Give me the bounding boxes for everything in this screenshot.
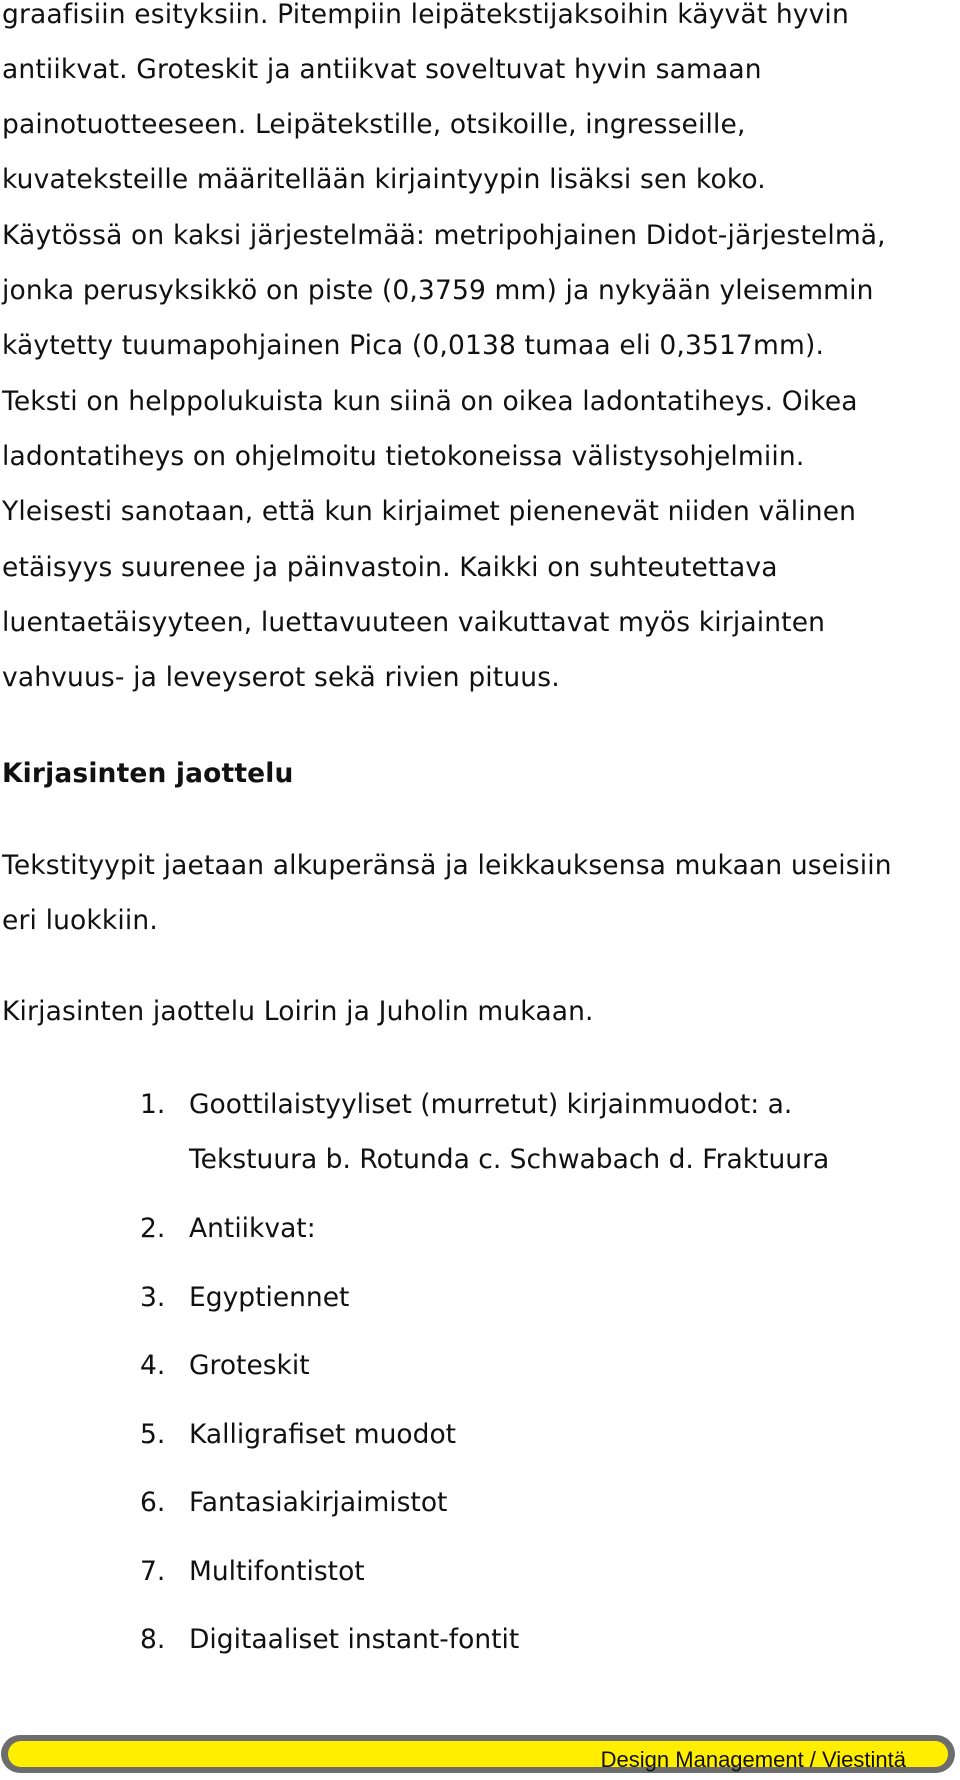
list-item-text: Antiikvat:: [189, 1213, 316, 1244]
paragraph-line: antiikvat. Groteskit ja antiikvat soveltuvat hyvin samaan: [2, 54, 762, 85]
paragraph-line: graafisiin esityksiin. Pitempiin leipätekstijaksoihin käyvät hyvin: [2, 0, 849, 30]
list-item-number: 5.: [140, 1419, 166, 1450]
lead-sentence: Kirjasinten jaottelu Loirin ja Juholin mukaan.: [2, 996, 594, 1027]
paragraph-line: painotuotteeseen. Leipätekstille, otsikoille, ingresseille,: [2, 109, 746, 140]
list-item-number: 8.: [140, 1624, 166, 1655]
list-item-text: Multifontistot: [189, 1556, 365, 1587]
list-item-number: 6.: [140, 1487, 166, 1518]
list-item-number: 3.: [140, 1282, 166, 1313]
paragraph-line: Tekstityypit jaetaan alkuperänsä ja leikkauksensa mukaan useisiin: [2, 850, 892, 881]
paragraph-line: eri luokkiin.: [2, 905, 158, 936]
paragraph-line: Teksti on helppolukuista kun siinä on oikea ladontatiheys. Oikea: [2, 386, 858, 417]
paragraph-line: ladontatiheys on ohjelmoitu tietokoneissa välistysohjelmiin.: [2, 441, 805, 472]
paragraph-line: luentaetäisyyteen, luettavuuteen vaikuttavat myös kirjainten: [2, 607, 826, 638]
list-item-text: Tekstuura b. Rotunda c. Schwabach d. Fraktuura: [189, 1144, 830, 1175]
paragraph-line: vahvuus- ja leveyserot sekä rivien pituus.: [2, 662, 560, 693]
paragraph-line: kuvateksteille määritellään kirjaintyypin lisäksi sen koko.: [2, 164, 766, 195]
paragraph-line: käytetty tuumapohjainen Pica (0,0138 tumaa eli 0,3517mm).: [2, 330, 825, 361]
footer-label: Design Management / Viestintä: [600, 1747, 906, 1772]
list-item-number: 4.: [140, 1350, 166, 1381]
paragraph-line: jonka perusyksikkö on piste (0,3759 mm) ja nykyään yleisemmin: [2, 275, 874, 306]
list-item-text: Kalligrafiset muodot: [189, 1419, 457, 1450]
paragraph-line: etäisyys suurenee ja päinvastoin. Kaikki on suhteutettava: [2, 552, 778, 583]
list-item-text: Fantasiakirjaimistot: [189, 1487, 448, 1518]
paragraph-line: Käytössä on kaksi järjestelmää: metripohjainen Didot-järjestelmä,: [2, 220, 886, 251]
list-item-text: Groteskit: [189, 1350, 310, 1381]
paragraph-line: Yleisesti sanotaan, että kun kirjaimet pienenevät niiden välinen: [2, 496, 857, 527]
list-item-text: Egyptiennet: [189, 1282, 350, 1313]
list-item-number: 7.: [140, 1556, 166, 1587]
list-item-number: 1.: [140, 1089, 166, 1120]
list-item-number: 2.: [140, 1213, 166, 1244]
list-item-text: Goottilaistyyliset (murretut) kirjainmuodot: a.: [189, 1089, 793, 1120]
list-item-text: Digitaaliset instant-fontit: [189, 1624, 520, 1655]
section-heading: Kirjasinten jaottelu: [2, 758, 294, 789]
